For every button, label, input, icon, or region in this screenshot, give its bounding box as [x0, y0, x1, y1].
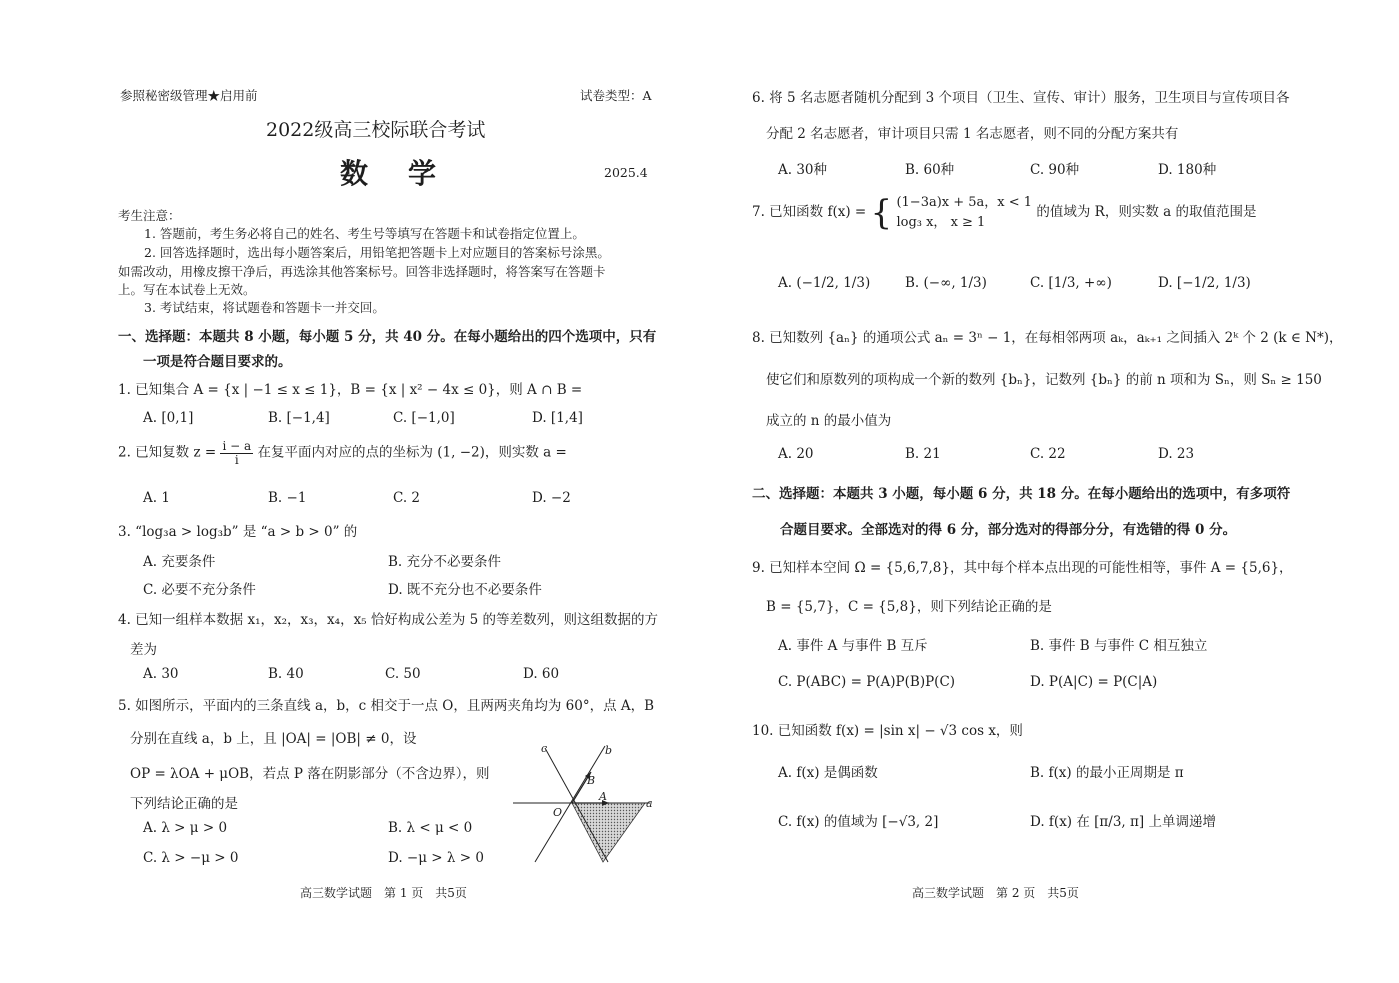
- q7-stem-pre: 7. 已知函数 f(x) =: [752, 204, 867, 220]
- label-a: a: [646, 797, 653, 810]
- q1-option-b: B. [−1,4]: [268, 410, 330, 426]
- q7-stem-post: 的值域为 R，则实数 a 的取值范围是: [1036, 204, 1257, 220]
- q2-fraction-denominator: i: [234, 452, 239, 467]
- q10-option-b: B. f(x) 的最小正周期是 π: [1030, 765, 1184, 781]
- q3-option-d: D. 既不充分也不必要条件: [388, 582, 542, 598]
- q7-option-c: C. [1/3, +∞): [1030, 275, 1112, 291]
- label-point-b: B: [587, 774, 596, 787]
- q5-figure: [505, 740, 665, 865]
- notice-item: 上。写在本试卷上无效。: [118, 282, 256, 297]
- notice-item: 3. 考试结束，将试题卷和答题卡一并交回。: [144, 300, 385, 315]
- q10-option-d: D. f(x) 在 [π/3, π] 上单调递增: [1030, 814, 1216, 830]
- q7-option-b: B. (−∞, 1/3): [905, 275, 987, 291]
- q10-option-a: A. f(x) 是偶函数: [778, 765, 878, 781]
- q7-piece-2: log₃ x， x ≥ 1: [896, 214, 986, 230]
- q5-option-c: C. λ > −μ > 0: [143, 850, 239, 866]
- q2-option-d: D. −2: [532, 490, 571, 506]
- q4-option-b: B. 40: [268, 666, 304, 682]
- notice-item: 1. 答题前，考生务必将自己的姓名、考生号等填写在答题卡和试卷指定位置上。: [144, 226, 585, 241]
- q4-option-d: D. 60: [523, 666, 560, 682]
- q7-stem: [752, 193, 1256, 232]
- q8-option-b: B. 21: [905, 446, 941, 462]
- q9-option-a: A. 事件 A 与事件 B 互斥: [778, 638, 928, 654]
- q2-option-a: A. 1: [143, 490, 170, 506]
- q2-fraction-numerator: i − a: [222, 439, 252, 453]
- section1-heading: 一、选择题：本题共 8 小题，每小题 5 分，共 40 分。在每小题给出的四个选项中，只有: [118, 329, 657, 345]
- q4-option-a: A. 30: [143, 666, 179, 682]
- q3-option-c: C. 必要不充分条件: [143, 582, 256, 598]
- q8-option-d: D. 23: [1158, 446, 1195, 462]
- q7-brace: {: [870, 192, 893, 233]
- q10-stem: 10. 已知函数 f(x) = |sin x| − √3 cos x，则: [752, 723, 1023, 739]
- q7-piecewise: [896, 193, 1032, 232]
- q3-stem: 3. “log₃a > log₃b” 是 “a > b > 0” 的: [118, 524, 358, 540]
- q8-stem-cont: 使它们和原数列的项构成一个新的数列 {bₙ}，记数列 {bₙ} 的前 n 项和为 Sₙ，则 Sₙ ≥ 150: [766, 372, 1322, 388]
- subject-title: 数学: [340, 157, 477, 190]
- label-point-a: A: [599, 790, 607, 803]
- q6-stem-cont: 分配 2 名志愿者，审计项目只需 1 名志愿者，则不同的分配方案共有: [766, 126, 1179, 142]
- q2-fraction: [220, 440, 253, 466]
- footer-left: 高三数学试题 第 1 页 共5页: [300, 886, 467, 900]
- notice-title: 考生注意：: [118, 208, 181, 223]
- q1-option-c: C. [−1,0]: [393, 410, 455, 426]
- section2-heading: 二、选择题：本题共 3 小题，每小题 6 分，共 18 分。在每小题给出的选项中，有多项符: [752, 486, 1291, 502]
- q1-option-a: A. [0,1]: [143, 410, 194, 426]
- q3-option-a: A. 充要条件: [143, 554, 216, 570]
- q5-stem-cont: 分别在直线 a，b 上，且 |OA| = |OB| ≠ 0，设: [130, 731, 417, 747]
- confidential-label: 参照秘密级管理★启用前: [120, 88, 258, 103]
- paper-type: 试卷类型：A: [580, 88, 652, 103]
- exam-date: 2025.4: [604, 165, 648, 180]
- q4-stem: 4. 已知一组样本数据 x₁，x₂，x₃，x₄，x₅ 恰好构成公差为 5 的等差数列，则这组数据的方: [118, 612, 659, 628]
- notice-item: 如需改动，用橡皮擦干净后，再选涂其他答案标号。回答非选择题时，将答案写在答题卡: [118, 264, 606, 279]
- q6-option-c: C. 90种: [1030, 162, 1080, 178]
- q6-option-a: A. 30种: [778, 162, 828, 178]
- q5-option-d: D. −μ > λ > 0: [388, 850, 484, 866]
- q2-stem-post: 在复平面内对应的点的坐标为 (1, −2)，则实数 a =: [257, 444, 567, 461]
- q5-option-a: A. λ > μ > 0: [143, 820, 228, 836]
- q1-option-d: D. [1,4]: [532, 410, 583, 426]
- q8-stem: 8. 已知数列 {aₙ} 的通项公式 aₙ = 3ⁿ − 1，在每相邻两项 aₖ，aₖ₊₁ 之间插入 2ᵏ 个 2 (k ∈ N*)，: [752, 330, 1343, 346]
- q7-piece-1: (1−3a)x + 5a，x < 1: [896, 195, 1033, 210]
- q8-stem-end: 成立的 n 的最小值为: [766, 413, 892, 429]
- q2-stem: [118, 440, 567, 466]
- q2-option-b: B. −1: [268, 490, 307, 506]
- q9-option-d: D. P(A|C) = P(C|A): [1030, 674, 1158, 690]
- q9-stem-cont: B = {5,7}，C = {5,8}，则下列结论正确的是: [766, 599, 1052, 615]
- label-c: c: [541, 742, 548, 755]
- q6-option-d: D. 180种: [1158, 162, 1217, 178]
- q6-stem: 6. 将 5 名志愿者随机分配到 3 个项目（卫生、宣传、审计）服务，卫生项目与宣传项目各: [752, 90, 1290, 106]
- section2-heading-cont: 合题目要求。全部选对的得 6 分，部分选对的得部分分，有选错的得 0 分。: [780, 522, 1237, 538]
- label-b: b: [605, 744, 613, 757]
- q4-option-c: C. 50: [385, 666, 421, 682]
- q6-option-b: B. 60种: [905, 162, 955, 178]
- notice-item: 2. 回答选择题时，选出每小题答案后，用铅笔把答题卡上对应题目的答案标号涂黑。: [144, 245, 610, 260]
- q3-option-b: B. 充分不必要条件: [388, 554, 502, 570]
- shaded-region: [572, 803, 645, 862]
- q5-option-b: B. λ < μ < 0: [388, 820, 473, 836]
- q5-stem-end: 下列结论正确的是: [130, 796, 238, 812]
- q4-stem-cont: 差为: [130, 642, 157, 658]
- q9-option-c: C. P(ABC) = P(A)P(B)P(C): [778, 674, 956, 690]
- section1-heading-cont: 一项是符合题目要求的。: [143, 354, 292, 370]
- q2-stem-pre: 2. 已知复数 z =: [118, 444, 217, 461]
- q2-option-c: C. 2: [393, 490, 421, 506]
- exam-title: 2022级高三校际联合考试: [266, 119, 486, 141]
- page-2: [700, 0, 1399, 983]
- q10-option-c: C. f(x) 的值域为 [−√3, 2]: [778, 814, 939, 830]
- q1-stem: 1. 已知集合 A = {x | −1 ≤ x ≤ 1}，B = {x | x² − 4x ≤ 0}，则 A ∩ B =: [118, 382, 583, 398]
- q7-option-d: D. [−1/2, 1/3): [1158, 275, 1251, 291]
- q5-stem: 5. 如图所示，平面内的三条直线 a，b，c 相交于一点 O，且两两夹角均为 60°，点 A，B: [118, 698, 655, 714]
- q8-option-a: A. 20: [778, 446, 814, 462]
- q5-stem-vector: OP = λOA + μOB，若点 P 落在阴影部分（不含边界），则: [130, 766, 490, 782]
- q9-option-b: B. 事件 B 与事件 C 相互独立: [1030, 638, 1208, 654]
- footer-right: 高三数学试题 第 2 页 共5页: [912, 886, 1079, 900]
- label-o: O: [553, 806, 563, 819]
- q8-option-c: C. 22: [1030, 446, 1066, 462]
- q7-option-a: A. (−1/2, 1/3): [778, 275, 871, 291]
- q9-stem: 9. 已知样本空间 Ω = {5,6,7,8}，其中每个样本点出现的可能性相等，事件 A = {5,6}，: [752, 560, 1293, 576]
